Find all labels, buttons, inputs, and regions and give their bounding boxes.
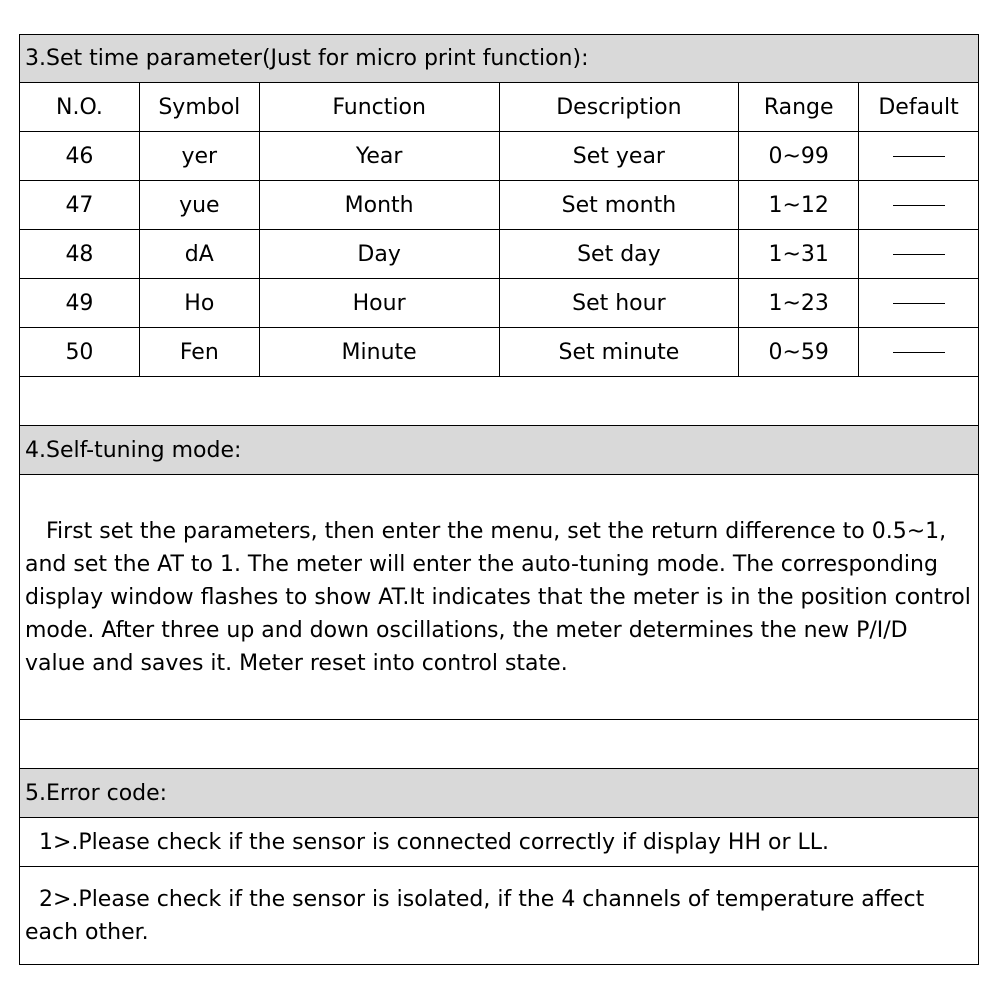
table-header-row [19,83,979,132]
cell-range: 0~99 [739,132,859,180]
cell-function: Month [260,181,500,229]
error-item-row [19,818,979,867]
manual-sheet [19,34,979,965]
header-range: Range [739,83,859,131]
table-row [19,279,979,328]
header-no: N.O. [20,83,140,131]
cell-symbol: yue [140,181,260,229]
cell-description: Set year [500,132,740,180]
section4-title: 4.Self-tuning mode: [25,437,242,463]
cell-function: Hour [260,279,500,327]
section4-title-row [19,426,979,475]
header-function: Function [260,83,500,131]
section5-title-row [19,769,979,818]
section4-paragraph: First set the parameters, then enter the menu, set the return difference to 0.5~1, and set the AT to 1. The meter will enter the auto-tuning mode. The corresponding display window flashes to show AT.It indicates that the meter is in the position control mode. After three up and down oscillations, the meter determines the new P/I/D value and saves it. Meter reset into control state. [25,519,978,676]
section3-title-row [19,34,979,83]
cell-default [859,328,978,376]
cell-range: 1~12 [739,181,859,229]
cell-default [859,181,978,229]
cell-range: 1~31 [739,230,859,278]
cell-no: 48 [20,230,140,278]
table-row [19,230,979,279]
cell-symbol: yer [140,132,260,180]
cell-description: Set day [500,230,740,278]
cell-range: 1~23 [739,279,859,327]
cell-default [859,132,978,180]
header-default: Default [878,94,959,120]
cell-description: Set month [500,181,740,229]
error-item-2: 2>.Please check if the sensor is isolated, if the 4 channels of temperature affect each other. [25,887,932,945]
cell-no: 47 [20,181,140,229]
spacer-row [19,377,979,426]
cell-no: 49 [20,279,140,327]
section4-body-row [19,475,979,720]
error-item-row [19,867,979,965]
cell-symbol: Ho [140,279,260,327]
error-item-1: 1>.Please check if the sensor is connected correctly if display HH or LL. [25,829,830,855]
cell-no: 46 [20,132,140,180]
default-dash [893,352,945,353]
cell-function: Year [260,132,500,180]
cell-function: Minute [260,328,500,376]
header-description: Description [500,83,740,131]
default-dash [893,254,945,255]
table-row [19,132,979,181]
spacer-row [19,720,979,769]
header-symbol: Symbol [140,83,260,131]
section5-title: 5.Error code: [25,780,168,806]
cell-no: 50 [20,328,140,376]
cell-function: Day [260,230,500,278]
table-row [19,181,979,230]
table-row [19,328,979,377]
cell-symbol: Fen [140,328,260,376]
default-dash [893,205,945,206]
cell-range: 0~59 [739,328,859,376]
cell-default [859,230,978,278]
cell-symbol: dA [140,230,260,278]
cell-description: Set minute [500,328,740,376]
cell-description: Set hour [500,279,740,327]
default-dash [893,156,945,157]
cell-default [859,279,978,327]
default-dash [893,303,945,304]
section3-title: 3.Set time parameter(Just for micro print function): [25,46,589,71]
